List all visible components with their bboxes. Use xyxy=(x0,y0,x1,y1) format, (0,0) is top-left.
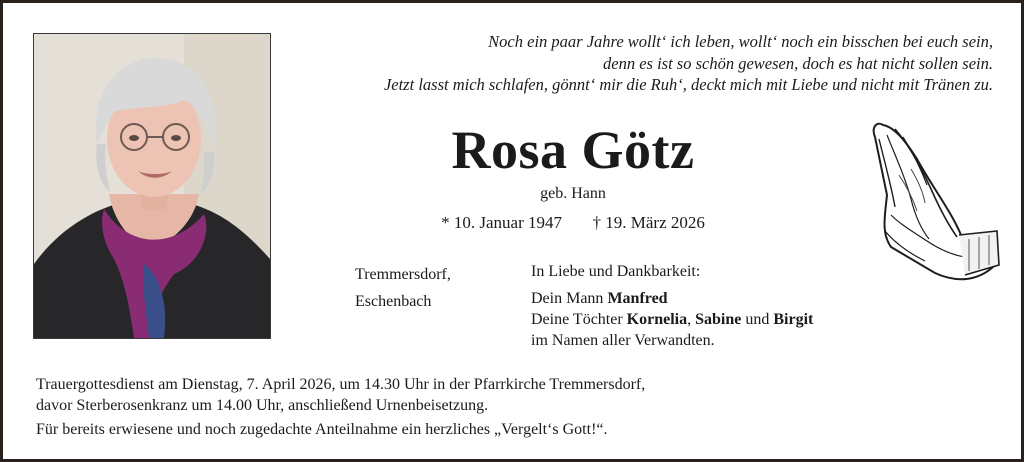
service-line: davor Sterberosenkranz um 14.00 Uhr, anschließend Urnenbeisetzung. xyxy=(36,397,489,414)
places xyxy=(355,261,451,315)
husband-name: Manfred xyxy=(607,290,668,307)
poem xyxy=(273,31,993,96)
husband-prefix: Dein Mann xyxy=(531,290,604,307)
husband-line xyxy=(531,288,813,309)
birth-date: 10. Januar 1947 xyxy=(453,213,562,232)
death-cross-icon: † xyxy=(592,213,601,232)
daughter-name: Birgit xyxy=(773,311,814,328)
death-date: 19. März 2026 xyxy=(605,213,705,232)
and-word: und xyxy=(745,311,770,328)
life-dates xyxy=(303,213,843,233)
portrait-photo xyxy=(33,33,271,339)
place-primary: Tremmersdorf, xyxy=(355,266,451,283)
daughters-prefix: Deine Töchter xyxy=(531,311,623,328)
service-line: Trauergottesdienst am Dienstag, 7. April 2026, um 14.30 Uhr in der Pfarrkirche Tremmersdorf, xyxy=(36,376,646,393)
thanks-line: Für bereits erwiesene und noch zugedachte Anteilnahme ein herzliches „Vergelt‘s Gott!“. xyxy=(36,421,608,438)
deceased-name: Rosa Götz xyxy=(451,120,695,180)
poem-line: Noch ein paar Jahre wollt‘ ich leben, wollt‘ noch ein bisschen bei euch sein, xyxy=(488,32,993,51)
service-info xyxy=(36,374,645,440)
praying-hands-icon xyxy=(865,115,1005,291)
mourners xyxy=(531,261,813,351)
mourners-intro: In Liebe und Dankbarkeit: xyxy=(531,263,701,280)
poem-line: denn es ist so schön gewesen, doch es hat nicht sollen sein. xyxy=(603,53,993,73)
relatives-line: im Namen aller Verwandten. xyxy=(531,332,715,349)
daughter-name: Sabine xyxy=(695,311,742,328)
daughters-line: Deine Töchter Kornelia, Sabine und Birgit xyxy=(531,311,814,328)
poem-line: Jetzt lasst mich schlafen, gönnt‘ mir die Ruh‘, deckt mich mit Liebe und nicht mit Tränen zu. xyxy=(383,75,993,94)
place-secondary: Eschenbach xyxy=(355,293,432,310)
daughter-name: Kornelia xyxy=(626,311,688,328)
birth-star-icon: * xyxy=(441,213,450,232)
maiden-name: geb. Hann xyxy=(540,185,606,202)
